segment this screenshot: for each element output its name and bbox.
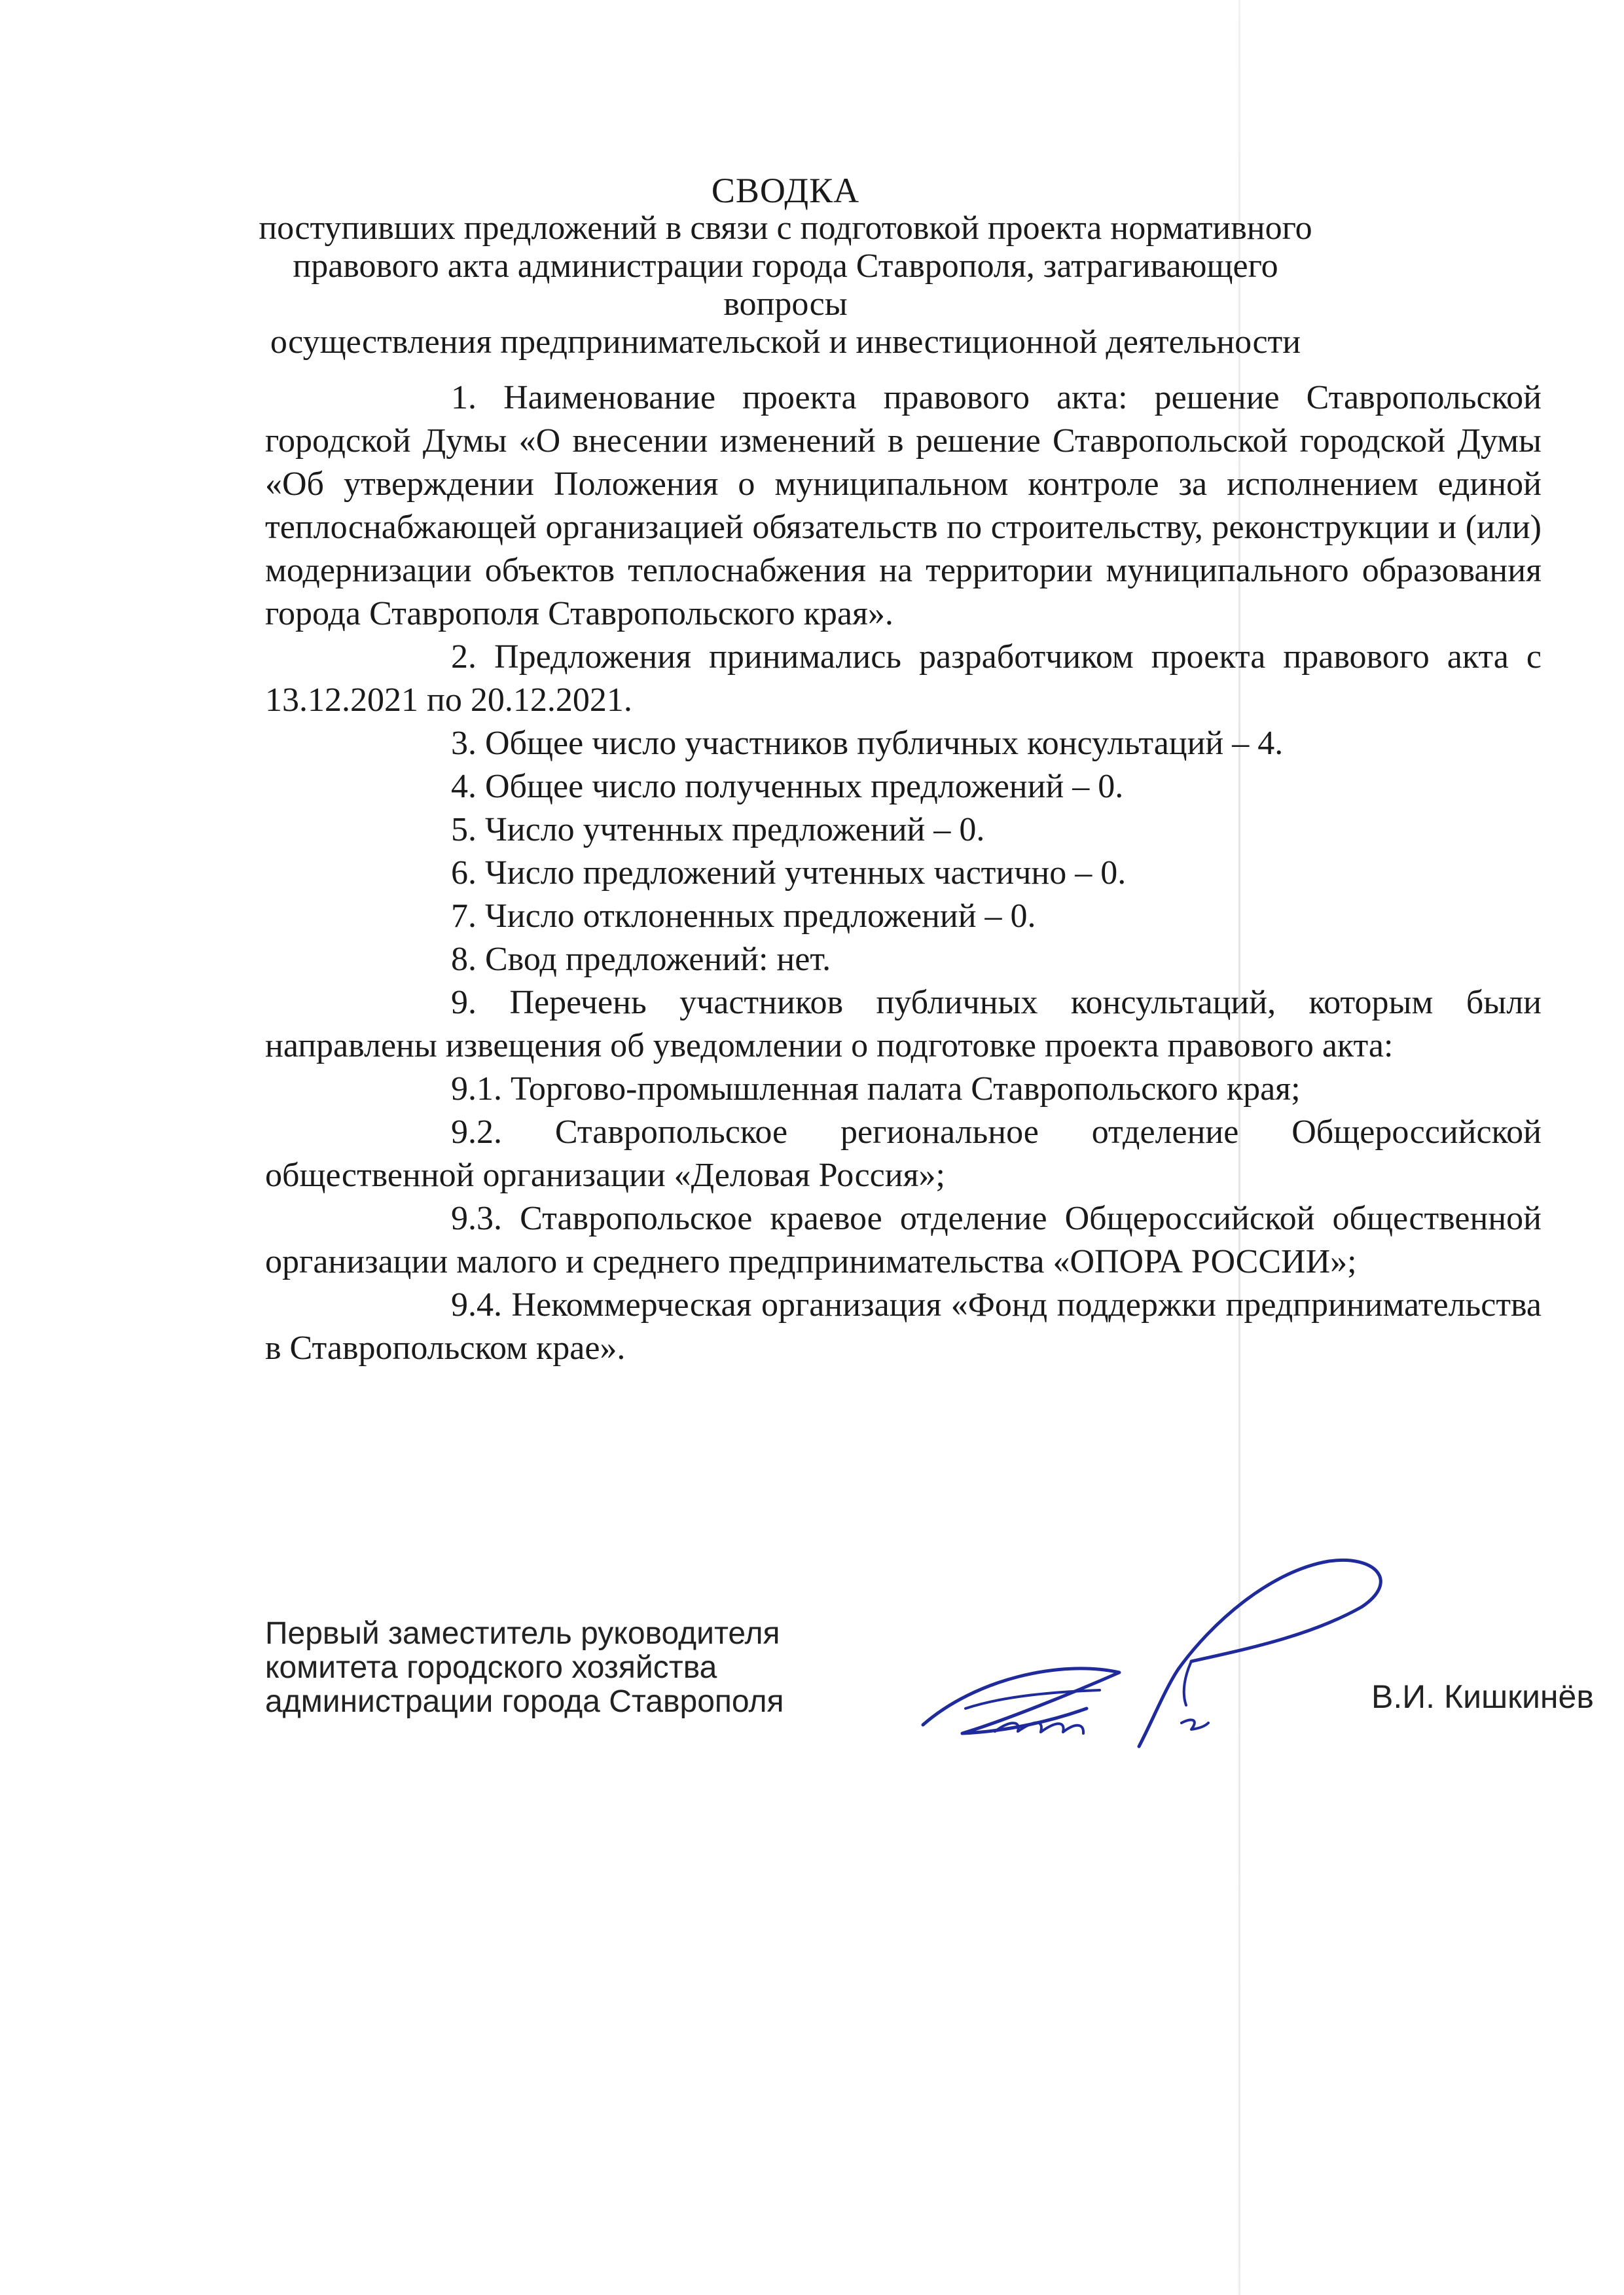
item-number: 9.3.	[451, 1200, 502, 1237]
item-9-2	[265, 1111, 1542, 1197]
item-number: 1.	[451, 379, 477, 416]
subtitle-line-2: правового акта администрации города Ставрополя, затрагивающего вопросы	[293, 247, 1278, 323]
item-text: Число предложений учтенных частично – 0.	[485, 854, 1127, 892]
signer-name: В.И. Кишкинёв	[1371, 1678, 1594, 1715]
item-number: 6.	[451, 854, 477, 892]
item-text: Торгово-промышленная палата Ставропольского края;	[511, 1070, 1301, 1108]
item-text: Перечень участников публичных консультаций, которым были направлены извещения об уведомлении о подготовке проекта правового акта:	[265, 984, 1542, 1064]
item-1	[265, 376, 1542, 636]
item-text: Свод предложений: нет.	[485, 941, 831, 978]
item-text: Наименование проекта правового акта: решение Ставропольской городской Думы «О внесении изменений в решение Ставропольской городской Думы «Об утверждении Положения о муниципальном контроле за исполнением единой теплоснабжающей организацией обязательств по строительству, реконструкции и (или) модернизации объектов теплоснабжения на территории муниципального образования города Ставрополя Ставропольского края».	[265, 379, 1542, 632]
item-text: Ставропольское региональное отделение Общероссийской общественной организации «Деловая Россия»;	[265, 1113, 1542, 1194]
item-number: 7.	[451, 897, 477, 935]
item-2	[265, 636, 1542, 722]
signer-position-line-1: Первый заместитель руководителя	[265, 1616, 780, 1651]
document-title: СВОДКА	[711, 171, 860, 210]
item-text: Число отклоненных предложений – 0.	[485, 897, 1036, 935]
item-number: 5.	[451, 811, 477, 848]
item-number: 9.2.	[451, 1113, 502, 1151]
signer-position-line-3: администрации города Ставрополя	[265, 1684, 784, 1719]
item-text: Общее число участников публичных консультаций – 4.	[485, 725, 1284, 762]
item-9-4	[265, 1284, 1542, 1370]
item-7	[265, 895, 1542, 938]
item-text: Ставропольское краевое отделение Общероссийской общественной организации малого и среднего предпринимательства «ОПОРА РОССИИ»;	[265, 1200, 1542, 1280]
item-number: 9.	[451, 984, 477, 1021]
item-4	[265, 765, 1542, 808]
subtitle-line-1: поступивших предложений в связи с подготовкой проекта нормативного	[259, 209, 1312, 247]
item-9	[265, 981, 1542, 1068]
item-number: 3.	[451, 725, 477, 762]
item-text: Число учтенных предложений – 0.	[485, 811, 985, 848]
item-9-3	[265, 1197, 1542, 1284]
item-number: 9.4.	[451, 1286, 502, 1324]
item-text: Общее число полученных предложений – 0.	[485, 768, 1124, 805]
signer-position-line-2: комитета городского хозяйства	[265, 1650, 717, 1685]
item-8	[265, 938, 1542, 981]
item-text: Некоммерческая организация «Фонд поддержки предпринимательства в Ставропольском крае».	[265, 1286, 1542, 1367]
document-header	[249, 172, 1322, 361]
item-text: Предложения принимались разработчиком проекта правового акта с 13.12.2021 по 20.12.2021.	[265, 638, 1542, 719]
document-body	[265, 376, 1542, 1370]
item-number: 8.	[451, 941, 477, 978]
item-5	[265, 808, 1542, 852]
handwritten-signature	[903, 1545, 1479, 1761]
item-number: 4.	[451, 768, 477, 805]
item-9-1	[265, 1068, 1542, 1111]
subtitle-line-3: осуществления предпринимательской и инвестиционной деятельности	[270, 323, 1301, 361]
item-number: 9.1.	[451, 1070, 502, 1108]
item-3	[265, 722, 1542, 765]
item-6	[265, 852, 1542, 895]
signer-position	[265, 1617, 784, 1719]
item-number: 2.	[451, 638, 477, 676]
